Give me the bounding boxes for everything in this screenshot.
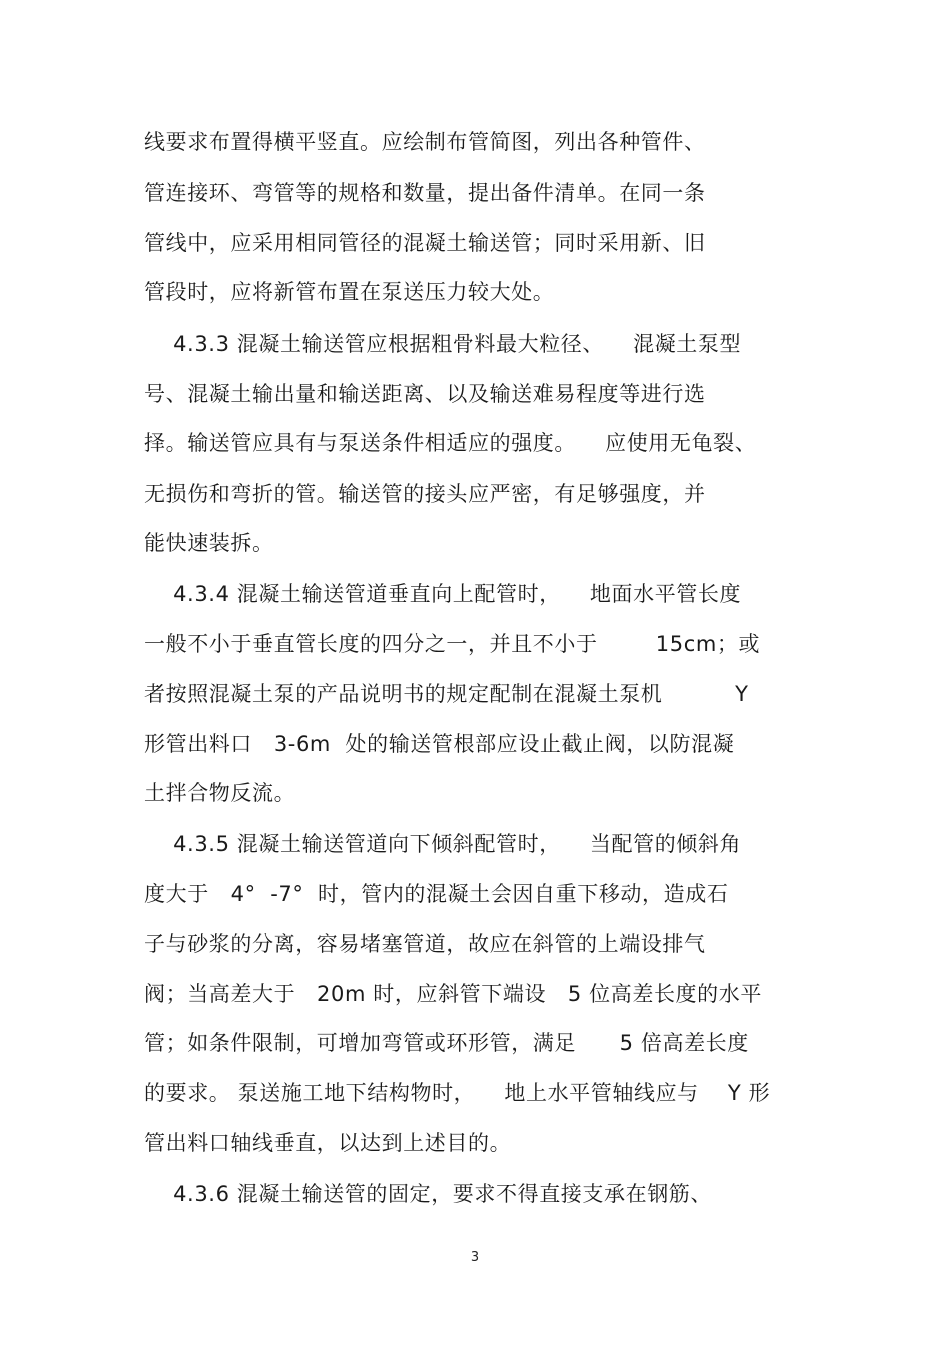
text-line: 能快速装拆。 [144,531,274,555]
text-line: 的要求。 泵送施工地下结构物时， 地上水平管轴线应与 Y 形 [144,1081,771,1105]
text-line: 形管出料口 3-6m 处的输送管根部应设止截止阀，以防混凝 [144,732,735,756]
page-number: 3 [470,1250,480,1265]
text-line: 管；如条件限制，可增加弯管或环形管，满足 5 倍高差长度 [144,1031,749,1055]
text-line: 土拌合物反流。 [144,781,296,805]
paragraph-4-3-4-line: 4.3.4 混凝土输送管道垂直向上配管时， 地面水平管长度 [144,582,742,606]
text-line: 择。输送管应具有与泵送条件相适应的强度。 应使用无龟裂、 [144,431,757,455]
text-line: 管出料口轴线垂直，以达到上述目的。 [144,1131,512,1155]
text-line: 无损伤和弯折的管。输送管的接头应严密，有足够强度，并 [144,482,706,506]
text-line: 管段时，应将新管布置在泵送压力较大处。 [144,280,555,304]
text-line: 号、混凝土输出量和输送距离、以及输送难易程度等进行选 [144,382,706,406]
text-line: 一般不小于垂直管长度的四分之一，并且不小于 15cm；或 [144,632,761,656]
paragraph-4-3-5-line: 4.3.5 混凝土输送管道向下倾斜配管时， 当配管的倾斜角 [144,832,742,856]
text-line: 子与砂浆的分离，容易堵塞管道，故应在斜管的上端设排气 [144,932,706,956]
text-line: 管连接环、弯管等的规格和数量，提出备件清单。在同一条 [144,181,706,205]
text-line: 者按照混凝土泵的产品说明书的规定配制在混凝土泵机 Y [144,682,749,706]
text-line: 管线中，应采用相同管径的混凝土输送管；同时采用新、旧 [144,231,706,255]
paragraph-4-3-3-line: 4.3.3 混凝土输送管应根据粗骨料最大粒径、 混凝土泵型 [144,332,742,356]
text-line: 度大于 4° -7° 时，管内的混凝土会因自重下移动，造成石 [144,882,729,906]
paragraph-4-3-6-line: 4.3.6 混凝土输送管的固定，要求不得直接支承在钢筋、 [144,1182,713,1206]
text-line: 线要求布置得横平竖直。应绘制布管简图，列出各种管件、 [144,130,706,154]
text-line: 阀；当高差大于 20m 时，应斜管下端设 5 位高差长度的水平 [144,982,762,1006]
